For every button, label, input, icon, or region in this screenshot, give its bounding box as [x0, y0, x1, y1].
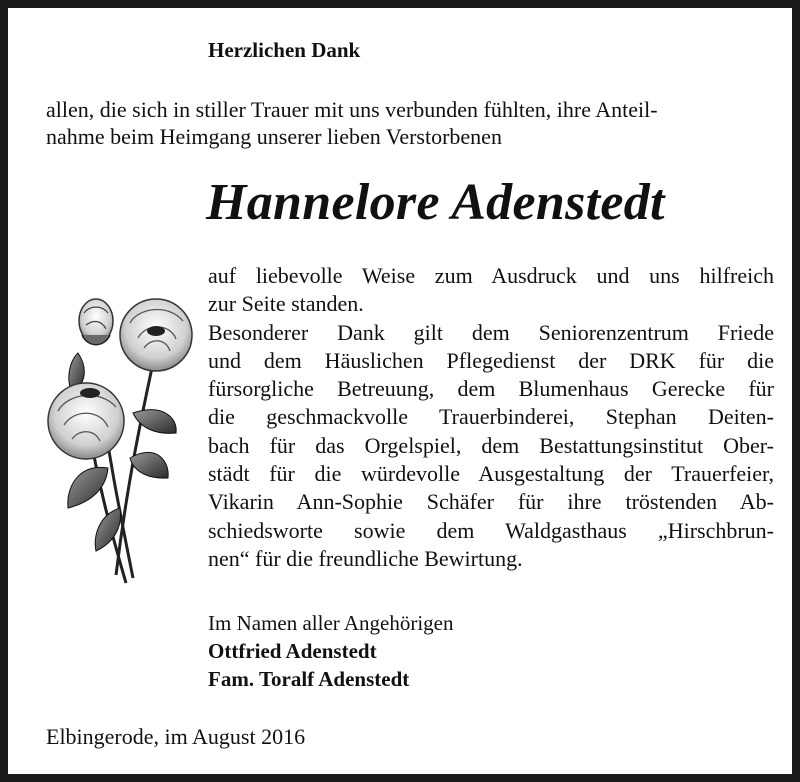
body-line: städt für die würdevolle Ausgestaltung der Trauerfeier,: [208, 461, 774, 487]
roses-icon: [38, 293, 203, 593]
body-line: nen“ für die freundliche Bewirtung.: [208, 545, 523, 571]
intro-text: [46, 96, 658, 150]
signature-name: Fam. Toralf Adenstedt: [208, 667, 410, 691]
body-text: [208, 262, 774, 573]
body-line: auf liebevolle Weise zum Ausdruck und uns hilfreich: [208, 263, 774, 288]
signature-block: [208, 609, 454, 693]
body-line: zur Seite standen.: [208, 291, 364, 317]
intro-line: allen, die sich in stiller Trauer mit uns verbunden fühlten, ihre Anteil-: [46, 97, 658, 122]
body-line: bach für das Orgelspiel, dem Bestattungsinstitut Ober-: [208, 432, 774, 458]
signature-name: Ottfried Adenstedt: [208, 639, 377, 663]
intro-line: nahme beim Heimgang unserer lieben Verstorbenen: [46, 124, 502, 149]
signature-intro: Im Namen aller Angehörigen: [208, 611, 454, 635]
body-line: fürsorgliche Betreuung, dem Blumenhaus Gerecke für: [208, 376, 774, 402]
place-date: Elbingerode, im August 2016: [46, 724, 306, 749]
body-line: Besonderer Dank gilt dem Seniorenzentrum Friede: [208, 319, 774, 345]
body-line: die geschmackvolle Trauerbinderei, Stephan Deiten-: [208, 404, 774, 430]
body-line: und dem Häuslichen Pflegedienst der DRK für die: [208, 347, 774, 373]
body-line: schiedsworte sowie dem Waldgasthaus „Hirschbrun-: [208, 517, 774, 543]
deceased-name: Hannelore Adenstedt: [206, 174, 665, 231]
heading: Herzlichen Dank: [208, 38, 361, 62]
body-line: Vikarin Ann-Sophie Schäfer für ihre tröstenden Ab-: [208, 489, 774, 515]
